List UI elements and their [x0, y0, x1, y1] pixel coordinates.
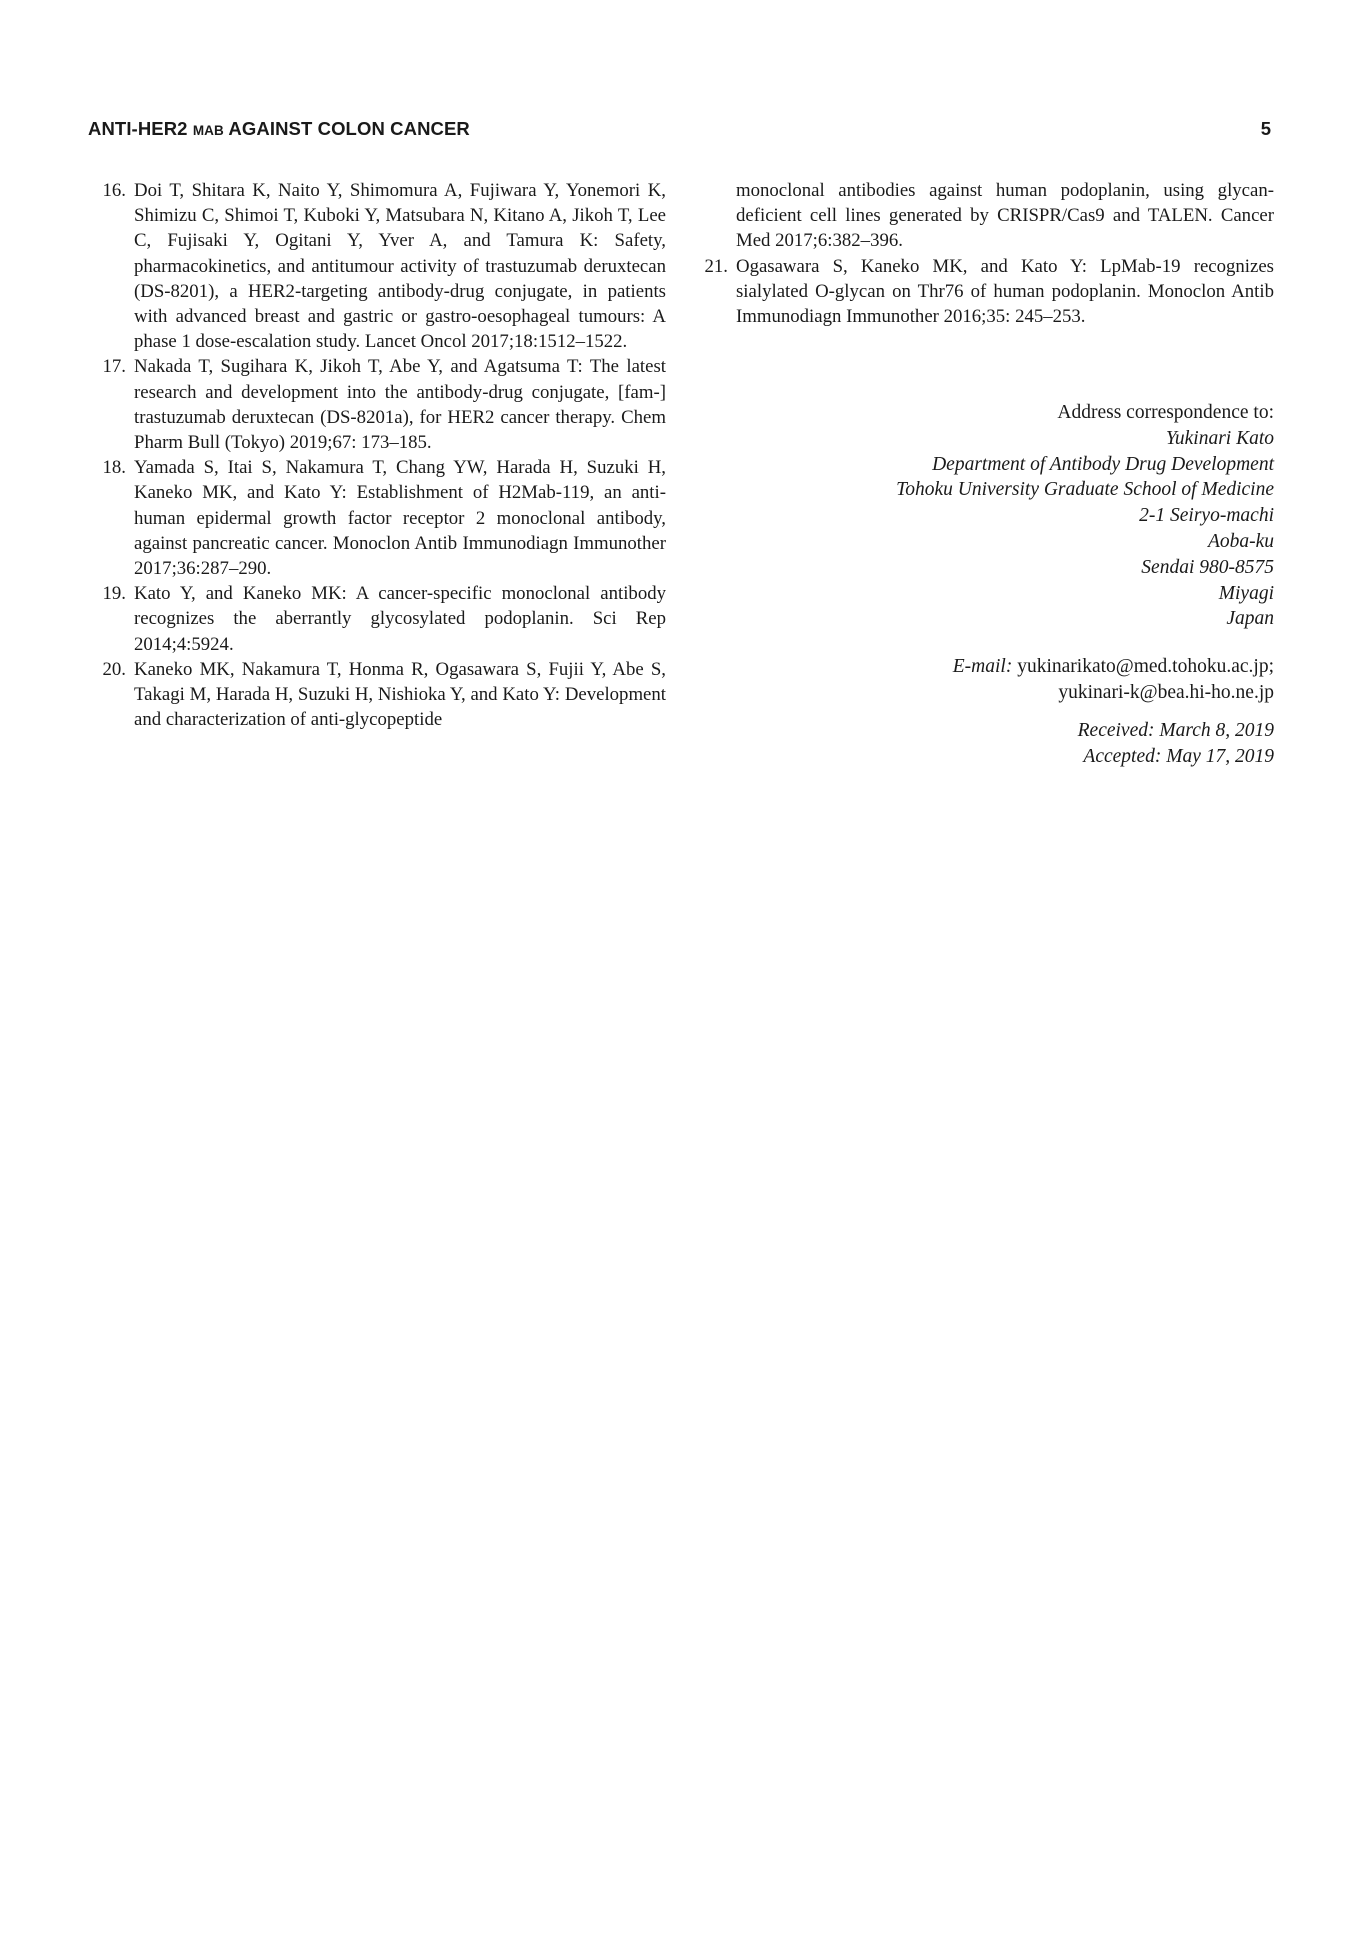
- correspondence-intro: Address correspondence to:: [1057, 402, 1274, 423]
- department: Department of Antibody Drug Development: [932, 453, 1274, 475]
- reference-number: 17.: [102, 356, 126, 378]
- email-line-1: [714, 654, 1274, 680]
- reference-number: 16.: [102, 180, 126, 201]
- reference-19: [88, 581, 666, 657]
- references-left-column: [88, 178, 666, 732]
- reference-20: [88, 657, 666, 733]
- reference-16: [88, 178, 666, 354]
- reference-text: Yamada S, Itai S, Nakamura T, Chang YW, Harada H, Suzuki H, Kaneko MK, and Kato Y: Establishment of H2Mab-119, an anti-human epidermal growth factor receptor 2 monoclonal antibody, against pancreatic cancer. Monoclon Antib Immunodiagn Immunother 2017;36:287–290.: [134, 457, 666, 580]
- email-address-1[interactable]: yukinarikato@med.tohoku.ac.jp;: [1017, 656, 1274, 678]
- email-label: E-mail:: [952, 656, 1013, 678]
- email-address-2[interactable]: yukinari-k@bea.hi-ho.ne.jp: [1058, 681, 1274, 703]
- reference-21: [690, 254, 1274, 330]
- reference-text: Kato Y, and Kaneko MK: A cancer-specific monoclonal antibody recognizes the aberrantly glycosylated podoplanin. Sci Rep 2014;4:5924.: [134, 583, 666, 655]
- reference-text: Nakada T, Sugihara K, Jikoh T, Abe Y, and Agatsuma T: The latest research and development into the antibody-drug conjugate, [fam-] trastuzumab deruxtecan (DS-8201a), for HER2 cancer therapy. Chem Pharm Bull (Tokyo) 2019;67: 173–185.: [134, 356, 666, 454]
- running-title-smallcaps: MAB: [192, 123, 224, 138]
- reference-18: [88, 455, 666, 581]
- reference-number: 18.: [102, 457, 126, 479]
- received-date: Received: March 8, 2019: [1077, 719, 1274, 741]
- running-title-part: ANTI-HER2: [88, 118, 193, 139]
- references-right-column: [690, 178, 1274, 329]
- reference-20-continuation: monoclonal antibodies against human podoplanin, using glycan-deficient cell lines generated by CRISPR/Cas9 and TALEN. Cancer Med 2017;6:382–396.: [736, 180, 1274, 252]
- reference-17: [88, 354, 666, 455]
- country: Japan: [1226, 608, 1274, 630]
- running-title-part: AGAINST COLON CANCER: [223, 118, 470, 139]
- reference-number: 19.: [102, 583, 126, 605]
- institution: Tohoku University Graduate School of Medicine: [896, 479, 1274, 501]
- prefecture: Miyagi: [1218, 582, 1274, 604]
- running-title: [88, 118, 470, 140]
- street-address: 2-1 Seiryo-machi: [1139, 505, 1274, 527]
- page-header: [88, 118, 1271, 144]
- reference-number: 20.: [102, 658, 126, 680]
- author-name: Yukinari Kato: [1165, 427, 1274, 449]
- reference-number: 21.: [704, 255, 728, 277]
- page-number: 5: [1260, 118, 1271, 139]
- reference-text: Ogasawara S, Kaneko MK, and Kato Y: LpMab-19 recognizes sialylated O-glycan on Thr76 of human podoplanin. Monoclon Antib Immunodiagn Immunother 2016;35: 245–253.: [736, 255, 1274, 328]
- accepted-date: Accepted: May 17, 2019: [1083, 745, 1274, 767]
- city: Sendai 980-8575: [1141, 556, 1274, 578]
- reference-text: Doi T, Shitara K, Naito Y, Shimomura A, Fujiwara Y, Yonemori K, Shimizu C, Shimoi T, Kuboki Y, Matsubara N, Kitano A, Jikoh T, Lee C, Fujisaki Y, Ogitani Y, Yver A, and Tamura K: Safety, pharmacokinetics, and antitumour activity of trastuzumab deruxtecan (DS-8201), a HER2-targeting antibody-drug conjugate, in patients with advanced breast and gastric or gastro-oesophageal tumours: A phase 1 dose-escalation study. Lancet Oncol 2017;18:1512–1522.: [134, 180, 666, 353]
- correspondence-block: [714, 400, 1274, 769]
- ward: Aoba-ku: [1207, 530, 1274, 552]
- reference-text: Kaneko MK, Nakamura T, Honma R, Ogasawara S, Fujii Y, Abe S, Takagi M, Harada H, Suzuki H, Nishioka Y, and Kato Y: Development and characterization of anti-glycopeptide: [134, 658, 666, 731]
